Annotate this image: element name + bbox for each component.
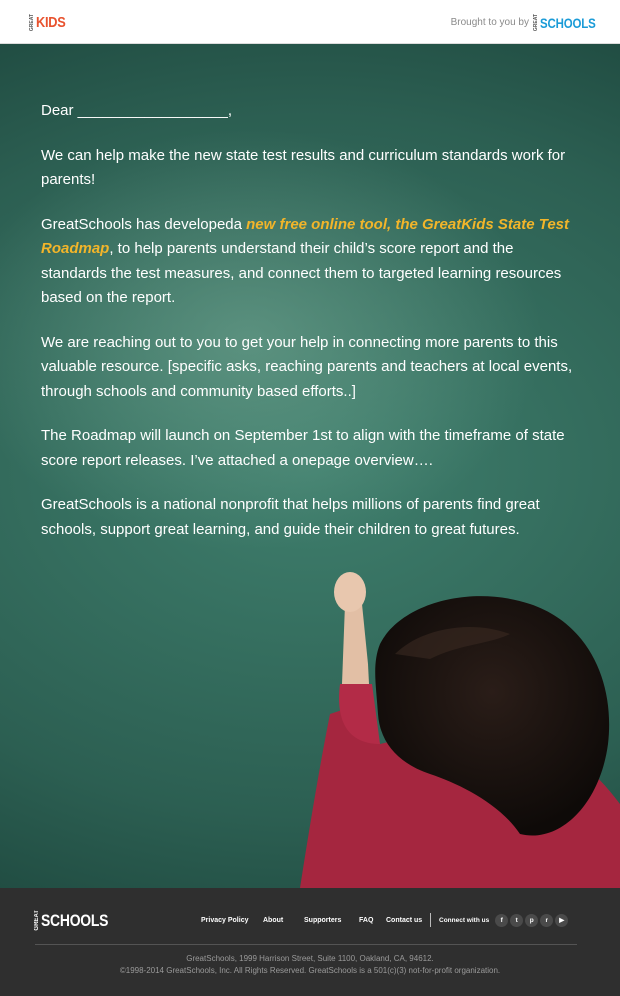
greatschools-footer-logo-word: SCHOOLS: [41, 910, 109, 930]
greatschools-header-logo[interactable]: [533, 14, 596, 32]
facebook-icon[interactable]: f: [495, 914, 508, 927]
greatkids-logo[interactable]: [30, 14, 71, 31]
brought-by-text: Brought to you by: [450, 17, 529, 29]
brought-to-you-by: [450, 14, 596, 32]
privacy-policy-link[interactable]: Privacy Policy: [201, 916, 249, 924]
paragraph-2: [41, 213, 581, 311]
salutation: Dear __________________,: [41, 102, 233, 119]
contact-us-link[interactable]: Contact us: [386, 916, 423, 924]
twitter-icon[interactable]: t: [510, 914, 523, 927]
footer-nav: [201, 913, 570, 927]
chalkboard-hero: [0, 44, 620, 888]
greatschools-header-logo-word: SCHOOLS: [540, 14, 596, 31]
free-online-tool-link[interactable]: new free online tool: [246, 215, 387, 233]
paragraph-4: The Roadmap will launch on September 1st to align with the timeframe of state score report releases. I’ve attached a onepage overview….: [41, 427, 565, 469]
greatkids-logo-great: GREAT: [29, 14, 35, 32]
email-footer: [0, 888, 620, 996]
faq-link[interactable]: FAQ: [359, 916, 374, 924]
paragraph-5: GreatSchools is a national nonprofit that helps millions of parents find great schools, support great learning, and guide their children to great futures.: [41, 496, 540, 538]
state-test-roadmap-link[interactable]: the GreatKids State Test Roadmap: [41, 215, 570, 257]
footer-nav-divider: [430, 913, 431, 927]
youtube-icon[interactable]: ▶: [555, 914, 568, 927]
letter-body: [41, 99, 581, 562]
paragraph-1: We can help make the new state test results and curriculum standards work for parents!: [41, 146, 566, 188]
paragraph-2-intro: GreatSchools has developeda: [41, 215, 247, 233]
pinterest-icon[interactable]: p: [525, 914, 538, 927]
paragraph-3: We are reaching out to you to get your help in connecting more parents to this valuable resource. [specific asks, reaching parents and teachers at local events, through schools and community based efforts..]: [41, 333, 573, 400]
supporters-link[interactable]: Supporters: [304, 916, 342, 924]
footer-address: GreatSchools, 1999 Harrison Street, Suite 1100, Oakland, CA, 94612.: [186, 954, 434, 963]
footer-copyright: ©1998-2014 GreatSchools, Inc. All Rights Reserved. GreatSchools is a 501(c)(3) not-for-profit organization.: [119, 966, 501, 975]
greatschools-footer-logo[interactable]: [34, 910, 109, 931]
greatschools-footer-logo-great: GREAT: [34, 910, 40, 931]
greatkids-logo-word: KIDS: [36, 14, 66, 32]
about-link[interactable]: About: [263, 916, 284, 924]
greatschools-header-logo-great: GREAT: [533, 14, 539, 32]
connect-with-us-label: Connect with us: [439, 916, 490, 924]
footer-divider: [35, 944, 577, 945]
email-header: [0, 0, 620, 44]
social-links: [495, 914, 570, 927]
paragraph-2-rest: , to help parents understand their child’s score report and the standards the test measures, and connect them to targeted learning resources based on the report.: [41, 240, 562, 306]
rss-icon[interactable]: r: [540, 914, 553, 927]
paragraph-2-comma: ,: [387, 215, 396, 233]
